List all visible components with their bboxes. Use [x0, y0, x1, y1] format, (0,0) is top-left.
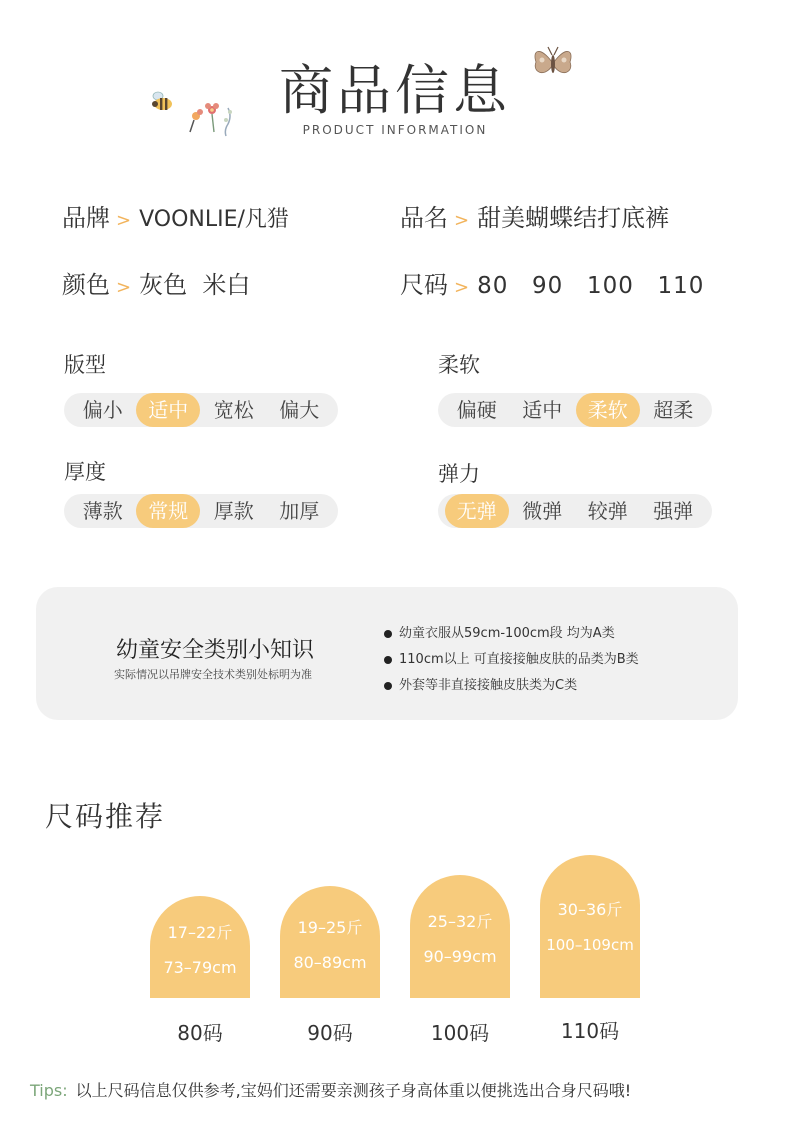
brand-value: VOONLIE/凡猎 — [139, 207, 289, 232]
elasticity-option: 微弹 — [522, 499, 563, 523]
thickness-option: 加厚 — [279, 499, 320, 523]
tips — [30, 1078, 631, 1101]
name-value: 甜美蝴蝶结打底裤 — [477, 204, 670, 232]
brand-label: 品牌 — [62, 204, 110, 232]
weight-range: 17–22斤 — [167, 923, 233, 942]
elasticity-label: 弹力 — [438, 462, 480, 486]
list-item — [384, 621, 639, 647]
chevron-right-icon: > — [454, 210, 470, 231]
fit-label: 版型 — [64, 353, 106, 377]
safety-title: 幼童安全类别小知识 — [116, 638, 315, 663]
list-item-text: 外套等非直接接触皮肤类为C类 — [399, 678, 578, 693]
elasticity-scale — [438, 494, 712, 528]
weight-range: 19–25斤 — [297, 918, 363, 937]
list-item — [384, 647, 639, 673]
fit-option: 适中 — [136, 393, 200, 427]
name-label: 品名 — [400, 204, 448, 232]
size-value: 110 — [657, 273, 705, 299]
thickness-option: 薄款 — [82, 499, 123, 523]
size-value: 80 — [477, 273, 509, 299]
height-range: 73–79cm — [163, 958, 237, 977]
softness-option: 超柔 — [653, 398, 694, 422]
chevron-right-icon: > — [116, 277, 132, 298]
size-card-90 — [280, 886, 380, 998]
size-card-100 — [410, 875, 510, 998]
size-value: 90 — [532, 273, 564, 299]
softness-option: 柔软 — [576, 393, 640, 427]
weight-range: 25–32斤 — [427, 912, 493, 931]
safety-list — [384, 621, 639, 699]
size-value: 100 — [586, 273, 634, 299]
thickness-option: 厚款 — [213, 499, 254, 523]
softness-option: 适中 — [522, 398, 563, 422]
size-card-label: 100码 — [430, 1021, 490, 1045]
elasticity-option: 强弹 — [653, 499, 694, 523]
list-item — [384, 673, 639, 699]
color-value: 灰色 米白 — [139, 271, 251, 299]
size-card-label: 80码 — [177, 1021, 223, 1045]
bullet-dot-icon — [384, 656, 392, 664]
fit-scale — [64, 393, 338, 427]
tips-key: Tips: — [30, 1081, 68, 1100]
color-row — [62, 265, 250, 300]
bullet-dot-icon — [384, 630, 392, 638]
list-item-text: 幼童衣服从59cm-100cm段 均为A类 — [399, 626, 615, 641]
elasticity-option: 无弹 — [445, 494, 509, 528]
size-row — [400, 265, 720, 300]
bullet-dot-icon — [384, 682, 392, 690]
list-item-text: 110cm以上 可直接接触皮肤的品类为B类 — [399, 652, 639, 667]
safety-subtitle: 实际情况以吊牌安全技术类别处标明为准 — [114, 668, 312, 681]
thickness-label: 厚度 — [64, 460, 106, 484]
size-section-title: 尺码推荐 — [45, 800, 166, 833]
size-values — [477, 271, 720, 299]
tips-text: 以上尺码信息仅供参考,宝妈们还需要亲测孩子身高体重以便挑选出合身尺码哦! — [75, 1081, 632, 1100]
thickness-scale — [64, 494, 338, 528]
color-label: 颜色 — [62, 271, 110, 299]
fit-option: 偏大 — [279, 398, 320, 422]
thickness-option: 常规 — [136, 494, 200, 528]
height-range: 90–99cm — [423, 947, 497, 966]
softness-scale — [438, 393, 712, 427]
fit-option: 偏小 — [82, 398, 123, 422]
softness-label: 柔软 — [438, 353, 480, 377]
height-range: 100–109cm — [546, 936, 634, 954]
size-card-label: 90码 — [307, 1021, 353, 1045]
size-card-110 — [540, 855, 640, 998]
size-label: 尺码 — [400, 271, 448, 299]
elasticity-option: 较弹 — [587, 499, 628, 523]
softness-option: 偏硬 — [456, 398, 497, 422]
height-range: 80–89cm — [293, 953, 367, 972]
name-row — [400, 198, 669, 233]
page-subtitle: PRODUCT INFORMATION — [302, 123, 488, 137]
size-card-80 — [150, 896, 250, 998]
fit-option: 宽松 — [213, 398, 254, 422]
chevron-right-icon: > — [116, 210, 132, 231]
weight-range: 30–36斤 — [557, 900, 623, 919]
brand-row — [62, 198, 289, 233]
size-card-label: 110码 — [560, 1019, 620, 1043]
page-title: 商品信息 — [279, 59, 511, 122]
chevron-right-icon: > — [454, 277, 470, 298]
